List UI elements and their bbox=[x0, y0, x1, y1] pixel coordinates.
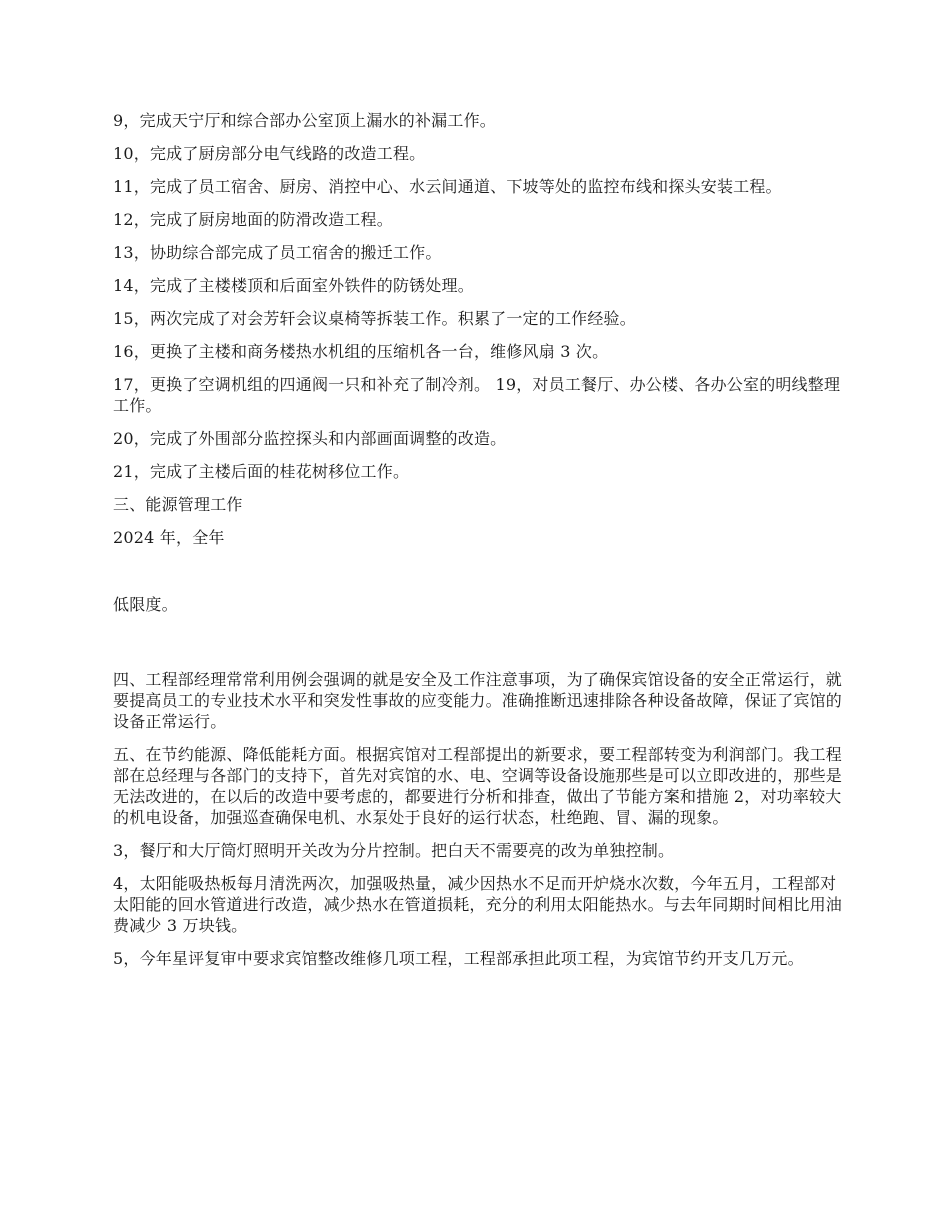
paragraph-fragment: 低限度。 bbox=[113, 595, 178, 614]
paragraph-item-3: 3，餐厅和大厅筒灯照明开关改为分片控制。把白天不需要亮的改为单独控制。 bbox=[113, 841, 675, 860]
section-heading-energy: 三、能源管理工作 bbox=[113, 495, 243, 514]
paragraph-item-16: 16，更换了主楼和商务楼热水机组的压缩机各一台，维修风扇 3 次。 bbox=[113, 342, 609, 361]
paragraph-item-20: 20，完成了外围部分监控探头和内部画面调整的改造。 bbox=[113, 429, 507, 448]
paragraph-item-13: 13，协助综合部完成了员工宿舍的搬迁工作。 bbox=[113, 243, 442, 262]
paragraph-section-5: 五、在节约能源、降低能耗方面。根据宾馆对工程部提出的新要求，要工程部转变为利润部门。我工程部在总经理与各部门的支持下，首先对宾馆的水、电、空调等设备设施那些是可以立即改进的，那些是无法改进的，在以后的改造中要考虑的，都要进行分析和排查，做出了节能方案和措施 2，对功率较大的机电设备，加强巡查确保电机、水泵处于良好的运行状态，杜绝跑、冒、漏的现象。 bbox=[113, 745, 843, 827]
blank-gap bbox=[113, 627, 843, 669]
paragraph-item-12: 12，完成了厨房地面的防滑改造工程。 bbox=[113, 210, 393, 229]
paragraph-item-14: 14，完成了主楼楼顶和后面室外铁件的防锈处理。 bbox=[113, 276, 474, 295]
document-page bbox=[113, 110, 843, 981]
paragraph-item-17-19: 17，更换了空调机组的四通阀一只和补充了制冷剂。 19，对员工餐厅、办公楼、各办公室的明线整理工作。 bbox=[113, 375, 841, 415]
paragraph-item-11: 11，完成了员工宿舍、厨房、消控中心、水云间通道、下坡等处的监控布线和探头安装工程。 bbox=[113, 177, 782, 196]
blank-gap bbox=[113, 560, 843, 594]
paragraph-item-9: 9，完成天宁厅和综合部办公室顶上漏水的补漏工作。 bbox=[113, 111, 496, 130]
paragraph-year: 2024 年，全年 bbox=[113, 528, 225, 547]
paragraph-item-4: 4，太阳能吸热板每月清洗两次，加强吸热量，减少因热水不足而开炉烧水次数，今年五月，工程部对太阳能的回水管道进行改造，减少热水在管道损耗，充分的利用太阳能热水。与去年同期时间相比用油费减少 3 万块钱。 bbox=[113, 874, 843, 935]
paragraph-item-15: 15，两次完成了对会芳轩会议桌椅等拆装工作。积累了一定的工作经验。 bbox=[113, 309, 636, 328]
paragraph-item-5: 5，今年星评复审中要求宾馆整改维修几项工程，工程部承担此项工程，为宾馆节约开支几万元。 bbox=[113, 949, 804, 968]
paragraph-section-4: 四、工程部经理常常利用例会强调的就是安全及工作注意事项，为了确保宾馆设备的安全正常运行，就要提高员工的专业技术水平和突发性事故的应变能力。准确推断迅速排除各种设备故障，保证了宾馆的设备正常运行。 bbox=[113, 670, 843, 731]
paragraph-item-21: 21，完成了主楼后面的桂花树移位工作。 bbox=[113, 462, 410, 481]
paragraph-item-10: 10，完成了厨房部分电气线路的改造工程。 bbox=[113, 144, 426, 163]
